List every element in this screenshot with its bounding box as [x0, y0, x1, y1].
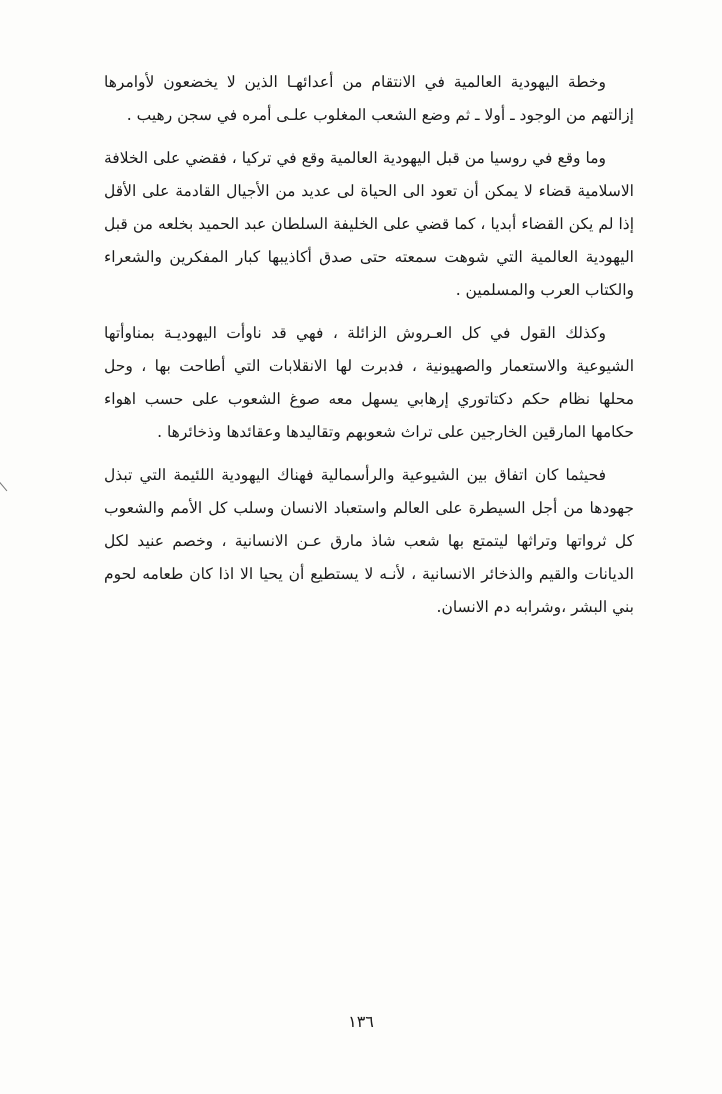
page-number: ١٣٦ — [348, 1012, 374, 1031]
margin-mark — [0, 475, 13, 492]
paragraph-3: وكذلك القول في كل العـروش الزائلة ، فهي قد ناوأت اليهوديـة بمناوأتها الشيوعية والاستعمار والصهيونية ، فدبرت لها الانقلابات التي أطاحت بها ، وحل محلها نظام حكم دكتاتوري إرهابي يسهل معه صوغ الشعوب على حسب اهواء حكامها المارقين الخارجين على تراث شعوبهم وتقاليدها وعقائدها وذخائرها . — [104, 324, 634, 441]
paragraph-4: فحيثما كان اتفاق بين الشيوعية والرأسمالية فهناك اليهودية اللئيمة التي تبذل جهودها من أجل السيطرة على العالم واستعباد الانسان وسلب كل الأمم والشعوب كل ثرواتها وتراثها ليتمتع بها شعب شاذ مارق عـن الانسانية ، وخصم عنيد لكل الديانات والقيم والذخائر الانسانية ، لأنـه لا يستطيع أن يحيا الا اذا كان طعامه لحوم بني البشر ،وشرابه دم الانسان. — [104, 466, 634, 616]
body-text — [104, 66, 634, 634]
paragraph-1: وخطة اليهودية العالمية في الانتقام من أعدائهـا الذين لا يخضعون لأوامرها إزالتهم من الوجود ـ أولا ـ ثم وضع الشعب المغلوب علـى أمره في سجن رهيب . — [104, 73, 634, 124]
paragraph-2: وما وقع في روسيا من قبل اليهودية العالمية وقع في تركيا ، فقضي على الخلافة الاسلامية قضاء لا يمكن أن تعود الى الحياة لى عديد من الأجيال القادمة على الأقل إذا لم يكن القضاء أبديا ، كما قضي على الخليفة السلطان عبد الحميد بخلعه من قبل اليهودية العالمية التي شوهت سمعته حتى صدق أكاذيبها كبار المفكرين والشعراء والكتاب العرب والمسلمين . — [104, 149, 634, 299]
